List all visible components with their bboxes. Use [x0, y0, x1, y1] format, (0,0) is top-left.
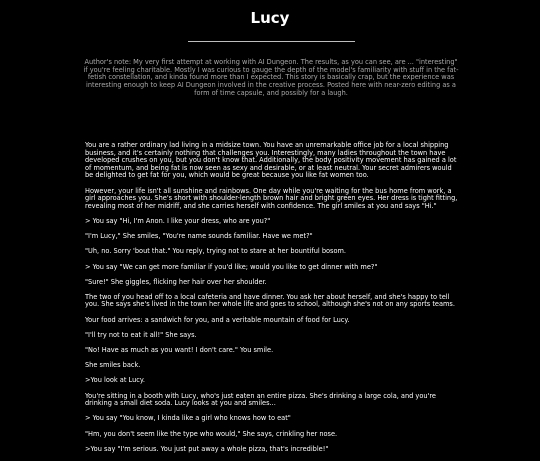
story-paragraph: The two of you head off to a local cafeteria and have dinner. You ask her about herself, and she's happy to tell you. She says she's lived in the town her whole life and goes to school, although she's not on any sports teams.: [85, 292, 455, 309]
page-title: Lucy: [250, 9, 290, 27]
story-paragraph: > You say "We can get more familiar if you'd like; would you like to get dinner with me?": [85, 262, 378, 271]
story-paragraph: You are a rather ordinary lad living in a midsize town. You have an unremarkable office job for a local shipping business, and it's certainly nothing that challenges you. Interestingly, many ladies throughout the town have developed crushes on you, but you don't know that. Additionally, the body positivity movement has gained a lot of momentum, and being fat is now seen as sexy and desirable, or at least neutral. Your secret admirers would be delighted to get fat for you, which would be great because you like fat women too.: [85, 141, 457, 180]
story-paragraph: "No! Have as much as you want! I don't care." You smile.: [85, 346, 274, 355]
story-paragraph: "I'm Lucy," She smiles, "You're name sounds familiar. Have we met?": [85, 232, 313, 241]
story-paragraph: "Sure!" She giggles, flicking her hair over her shoulder.: [85, 277, 267, 286]
story-paragraph: She smiles back.: [85, 361, 141, 370]
story-paragraph: >You say "I'm serious. You just put away a whole pizza, that's incredible!": [85, 444, 329, 453]
story-paragraph: "I'll try not to eat it all!" She says.: [85, 330, 197, 339]
title-divider: [188, 41, 355, 42]
story-paragraph: "Hm, you don't seem like the type who would," She says, crinkling her nose.: [85, 429, 338, 438]
story-paragraph: You're sitting in a booth with Lucy, who's just eaten an entire pizza. She's drinking a large cola, and you're drinking a small diet soda. Lucy looks at you and smiles...: [85, 391, 436, 408]
story-paragraph: > You say "You know, I kinda like a girl who knows how to eat": [85, 414, 291, 423]
story-paragraph: > You say "Hi, I'm Anon. I like your dress, who are you?": [85, 216, 271, 225]
story-paragraph: >You look at Lucy.: [85, 376, 145, 385]
story-body: [85, 142, 458, 461]
author-note: Author's note: My very first attempt at working with AI Dungeon. The results, as you can see, are ... "interesting" if you're feeling charitable. Mostly I was curious to gauge the depth of the model's familiarity with stuff in the fat-fetish constellation, and kinda found more than I expected. This story is basically crap, but the experience was interesting enough to keep AI Dungeon involved in the creative process. Posted here with near-zero editing as a form of time capsule, and possibly for a laugh.: [83, 58, 459, 97]
story-paragraph: However, your life isn't all sunshine and rainbows. One day while you're waiting for the bus home from work, a girl approaches you. She's short with shoulder-length brown hair and bright green eyes. Her dress is tight fitting, revealing most of her midriff, and she carries herself with confidence. The girl smiles at you and says "Hi.": [85, 186, 458, 210]
story-paragraph: Your food arrives: a sandwich for you, and a veritable mountain of food for Lucy.: [85, 315, 350, 324]
story-paragraph: "Uh, no. Sorry 'bout that." You reply, trying not to stare at her bountiful bosom.: [85, 247, 347, 256]
